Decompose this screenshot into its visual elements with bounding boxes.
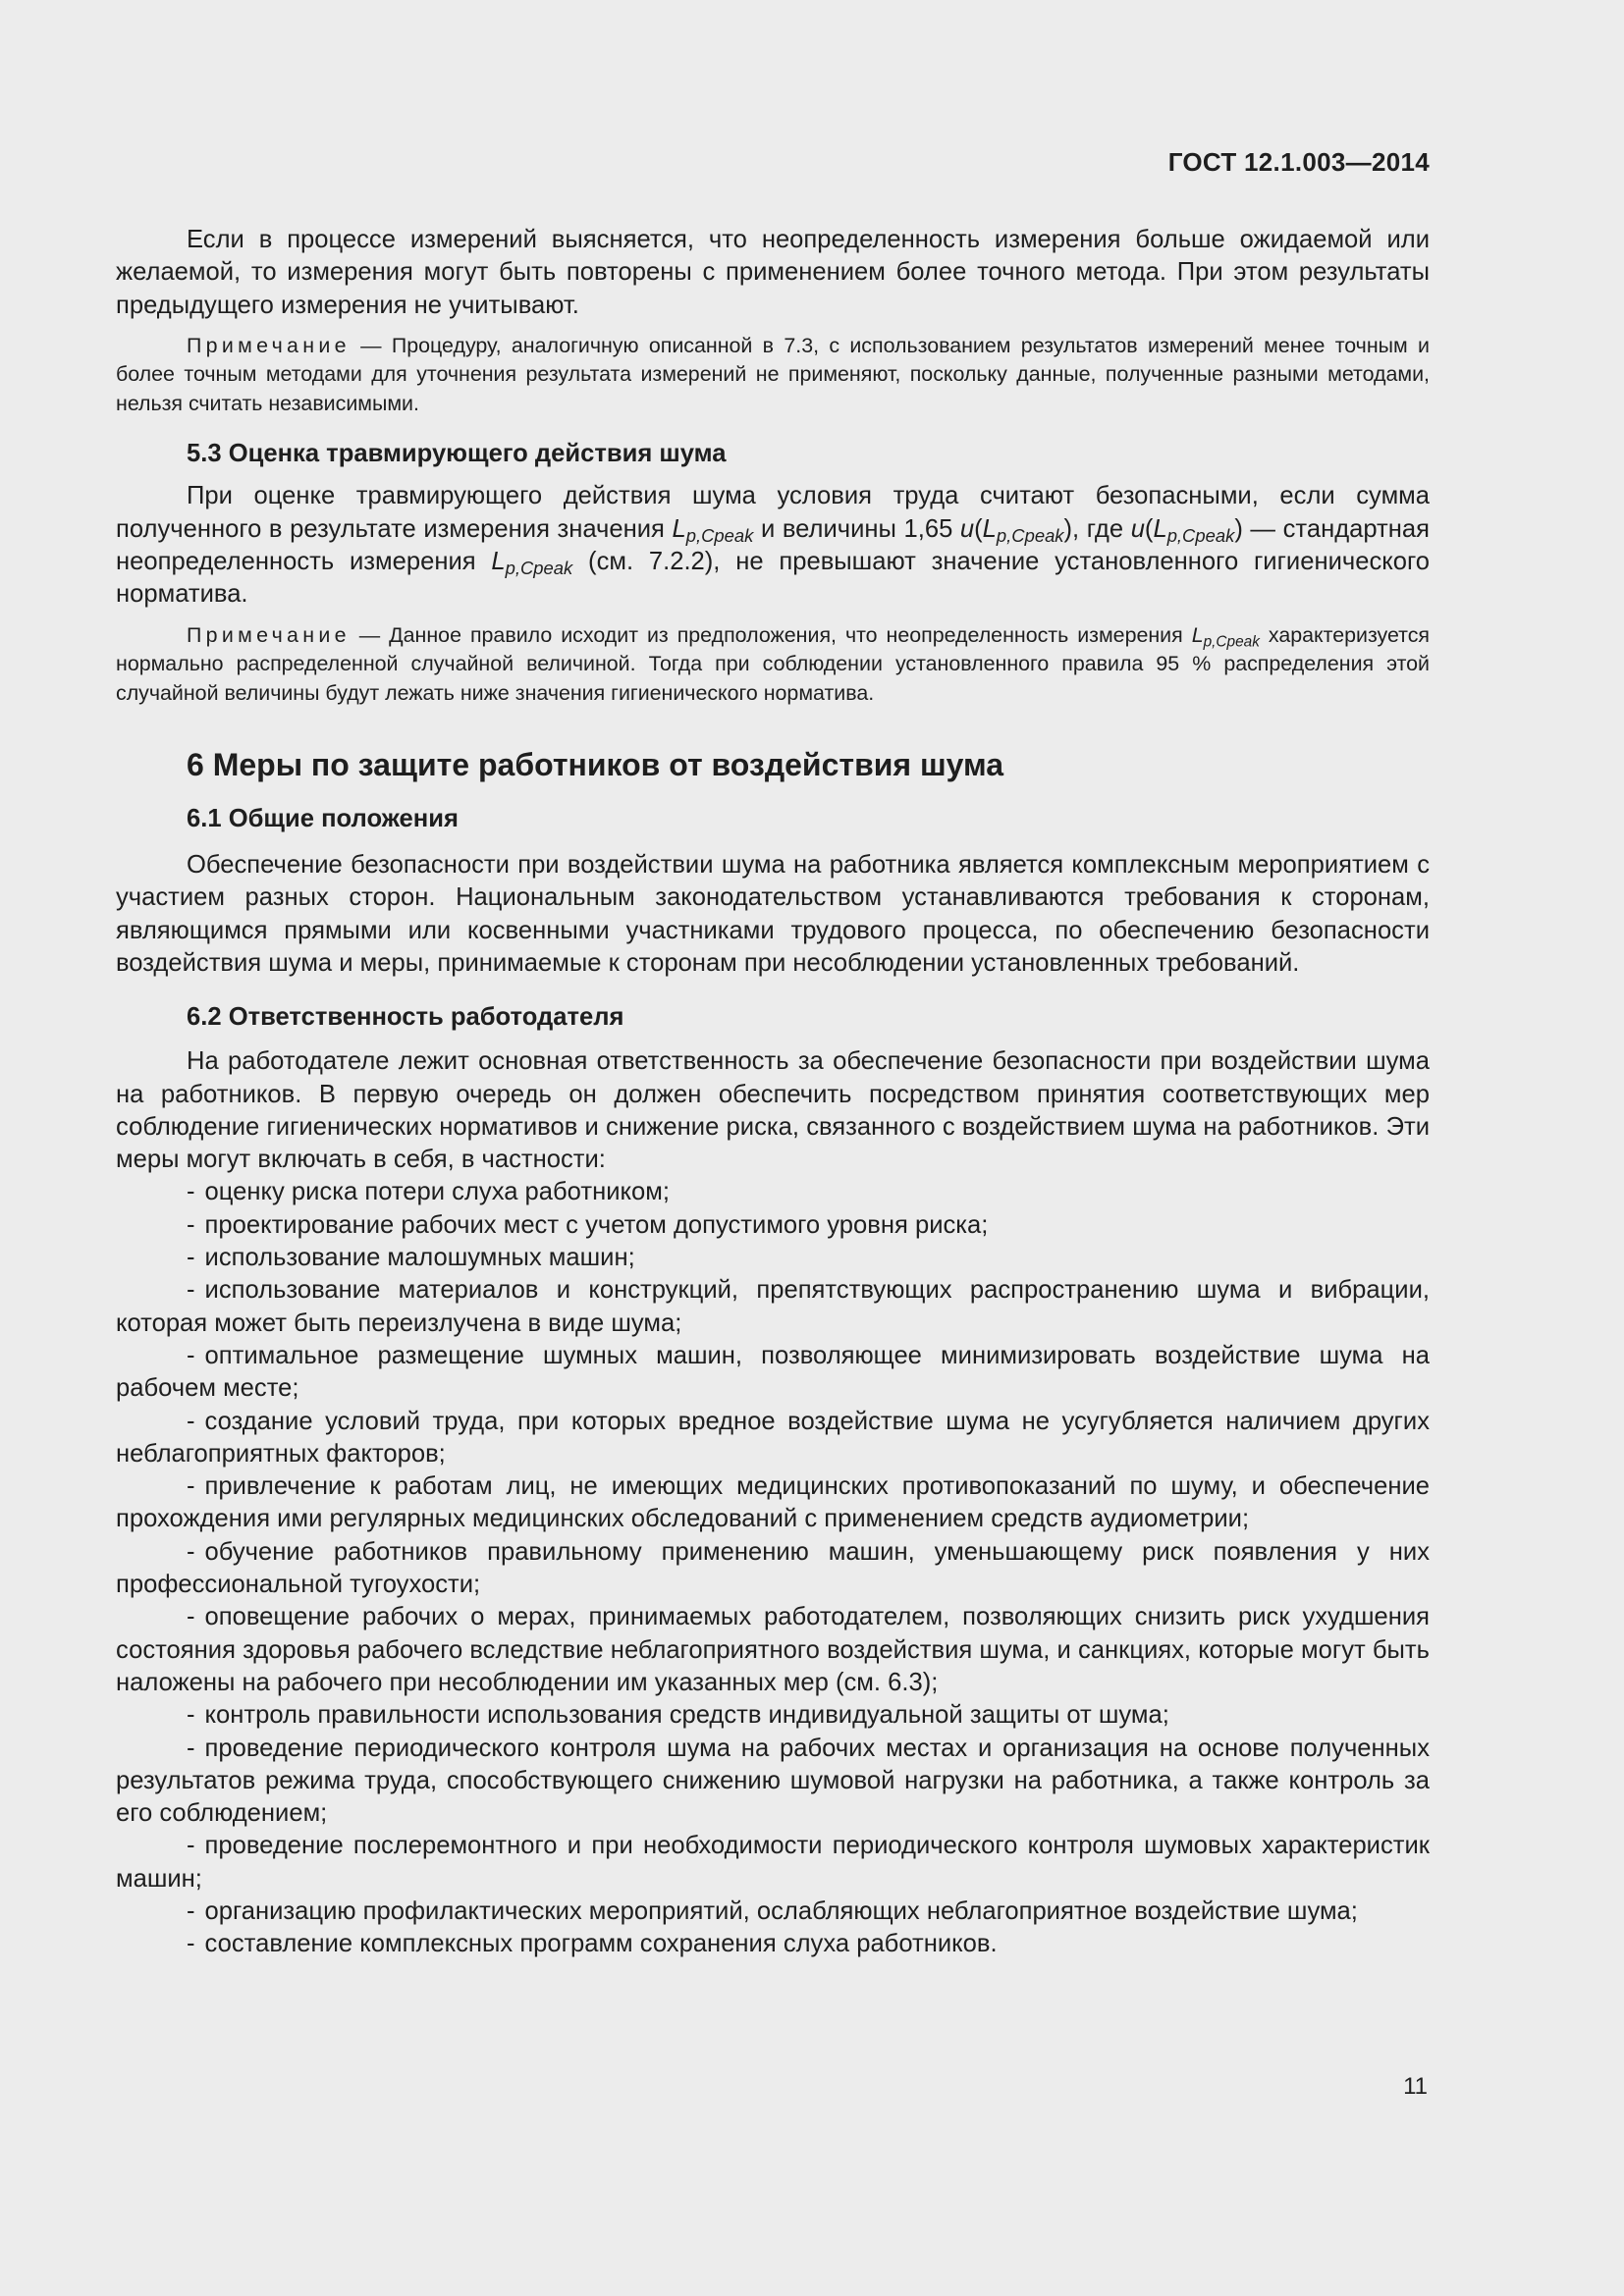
bullet-dash: - — [187, 1276, 195, 1305]
list-item-text: использование малошумных машин; — [204, 1244, 635, 1272]
text-fragment: ( — [974, 514, 983, 543]
list-item-text: использование материалов и конструкций, препятствующих распространению шума и вибрации, которая может быть переизлучена в виде шума; — [116, 1276, 1430, 1337]
note-2-text: Данное правило исходит из предположения, что неопределенность измерения — [389, 622, 1192, 647]
var-L: L — [1191, 622, 1204, 647]
subscript: p,Cpeak — [996, 524, 1064, 546]
paragraph-6-1: Обеспечение безопасности при воздействии шума на работника является комплексным мероприятием с участием разных сторон. Национальным законодательством устанавливаются требования к сторонам, являющимся прямыми или косвенными участниками трудового процесса, по обеспечению безопасности воздействия шума и меры, принимаемые к сторонам при несоблюдении установленных требований. — [116, 851, 1430, 977]
text-fragment: (см. 7.2.2), не превышают значение установленного гигиенического норматива. — [116, 547, 1430, 609]
var-u: u — [1130, 514, 1145, 543]
list-item-text: проведение периодического контроля шума на рабочих местах и организация на основе полученных результатов режима труда, способствующего снижению шумовой нагрузки на работника, а также контроль за его соблюдением; — [116, 1734, 1430, 1828]
bullet-dash: - — [187, 1178, 195, 1206]
list-item-text: оценку риска потери слуха работником; — [204, 1178, 670, 1206]
bullet-dash: - — [187, 1930, 195, 1958]
list-item — [116, 1733, 1430, 1831]
intro-paragraph: Если в процессе измерений выясняется, что неопределенность измерения больше ожидаемой или желаемой, то измерения могут быть повторены с применением более точного метода. При этом результаты предыдущего измерения не учитывают. — [116, 226, 1430, 319]
text-fragment: и величины 1,65 — [753, 514, 960, 543]
measures-list — [116, 1176, 1430, 1960]
var-L: L — [491, 547, 506, 575]
list-item-text: привлечение к работам лиц, не имеющих медицинских противопоказаний по шуму, и обеспечение прохождения ими регулярных медицинских обследований с применением средств аудиометрии; — [116, 1472, 1430, 1533]
list-item — [116, 1536, 1430, 1602]
list-item-text: составление комплексных программ сохранения слуха работников. — [204, 1930, 998, 1958]
list-item-text: контроль правильности использования средств индивидуальной защиты от шума; — [204, 1701, 1169, 1730]
text-fragment: ( — [1144, 514, 1154, 543]
bullet-dash: - — [187, 1407, 195, 1435]
bullet-dash: - — [187, 1341, 195, 1369]
bullet-dash: - — [187, 1734, 195, 1762]
var-L: L — [672, 514, 686, 543]
var-L: L — [982, 514, 997, 543]
list-item — [116, 1896, 1430, 1928]
note-1-text: Процедуру, аналогичную описанной в 7.3, с использованием результатов измерений менее точным и более точным методами для уточнения результата измерений не применяют, поскольку данные, полученные разными методами, нельзя считать независимыми. — [116, 333, 1430, 415]
list-item-text: проектирование рабочих мест с учетом допустимого уровня риска; — [204, 1210, 989, 1239]
standard-code: ГОСТ 12.1.003—2014 — [1167, 147, 1430, 177]
paragraph-6-2: На работодателе лежит основная ответственность за обеспечение безопасности при воздействии шума на работников. В первую очередь он должен обеспечить посредством принятия соответствующих мер соблюдение гигиенических нормативов и снижение риска, связанного с воздействием шума на работников. Эти меры могут включать в себя, в частности: — [116, 1047, 1430, 1174]
page-number: 11 — [1403, 2073, 1428, 2100]
bullet-dash: - — [187, 1701, 195, 1730]
list-item — [116, 1406, 1430, 1471]
var-L: L — [1153, 514, 1167, 543]
note-2-dash: — — [358, 622, 381, 647]
list-item — [116, 1274, 1430, 1340]
subscript: p,Cpeak — [505, 558, 573, 579]
list-item — [116, 1470, 1430, 1536]
bullet-dash: - — [187, 1832, 195, 1860]
note-2-text: характеризуется нормально распределенной случайной величиной. Тогда при соблюдении установленного правила 95 % распределения этой случайной величины будут лежать ниже значения гигиенического норматива. — [116, 622, 1430, 705]
bullet-dash: - — [187, 1210, 195, 1239]
list-item-text: создание условий труда, при которых вредное воздействие шума не усугубляется наличием других неблагоприятных факторов; — [116, 1407, 1430, 1468]
subscript: p,Cpeak — [685, 524, 754, 546]
note-1-label: Примечание — [187, 333, 351, 357]
bullet-dash: - — [187, 1896, 195, 1925]
subscript: p,Cpeak — [1166, 524, 1235, 546]
list-item — [116, 1242, 1430, 1274]
list-item — [116, 1176, 1430, 1208]
list-item-text: организацию профилактических мероприятий, ослабляющих неблагоприятное воздействие шума; — [204, 1896, 1358, 1925]
text-fragment: ) — стандартная неопределенность измерения — [116, 514, 1430, 575]
page-content — [116, 137, 1430, 1961]
note-2-label: Примечание — [187, 622, 351, 647]
heading-6: 6 Меры по защите работников от воздействия шума — [187, 747, 1004, 783]
bullet-dash: - — [187, 1537, 195, 1566]
list-item — [116, 1830, 1430, 1896]
heading-6-1: 6.1 Общие положения — [187, 805, 459, 833]
bullet-dash: - — [187, 1244, 195, 1272]
note-2 — [116, 621, 1430, 709]
note-1 — [116, 332, 1430, 419]
list-item-text: обучение работников правильному применению машин, уменьшающему риск появления у них профессиональной тугоухости; — [116, 1537, 1430, 1599]
list-item — [116, 1209, 1430, 1242]
list-item-text: оповещение рабочих о мерах, принимаемых работодателем, позволяющих снизить риск ухудшения состояния здоровья рабочего вследствие неблагоприятного воздействия шума, и санкциях, которые могут быть наложены на рабочего при несоблюдении им указанных мер (см. 6.3); — [116, 1603, 1430, 1696]
list-item — [116, 1340, 1430, 1406]
subscript: p,Cpeak — [1203, 632, 1260, 650]
list-item-text: проведение послеремонтного и при необходимости периодического контроля шумовых характеристик машин; — [116, 1832, 1430, 1893]
list-item — [116, 1699, 1430, 1732]
heading-6-2: 6.2 Ответственность работодателя — [187, 1003, 624, 1032]
text-fragment: ), где — [1063, 514, 1131, 543]
paragraph-5-3 — [116, 480, 1430, 611]
var-u: u — [959, 514, 975, 543]
bullet-dash: - — [187, 1472, 195, 1501]
list-item-text: оптимальное размещение шумных машин, позволяющее минимизировать воздействие шума на рабочем месте; — [116, 1341, 1430, 1403]
note-1-dash: — — [360, 333, 382, 357]
heading-5-3: 5.3 Оценка травмирующего действия шума — [187, 440, 727, 468]
list-item — [116, 1601, 1430, 1699]
list-item — [116, 1928, 1430, 1960]
text-fragment: При оценке травмирующего действия шума условия труда считают безопасными, если сумма полученного в результате измерения значения — [116, 482, 1430, 543]
bullet-dash: - — [187, 1603, 195, 1631]
